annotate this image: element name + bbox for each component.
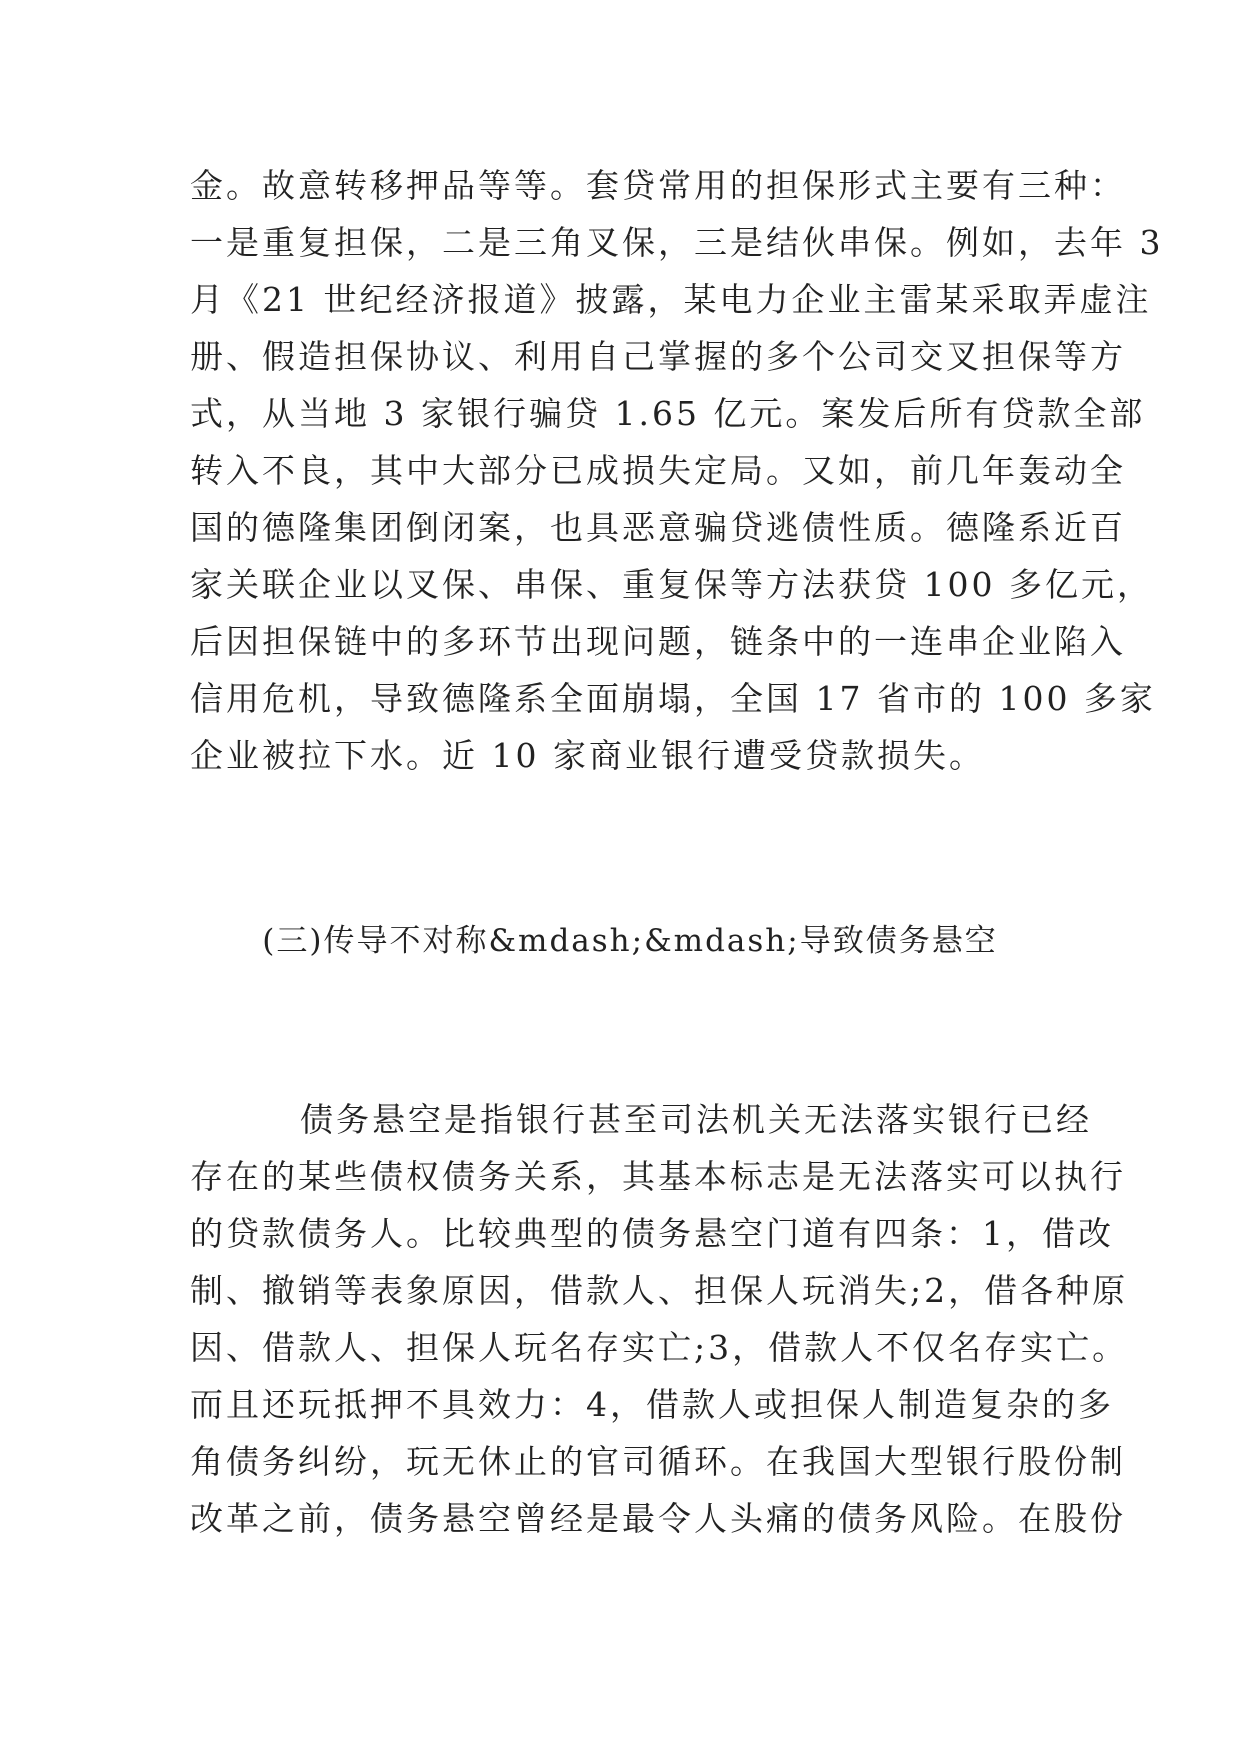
paragraph-debt-suspension <box>190 1091 1129 1547</box>
text-line: 企业被拉下水。近 10 家商业银行遭受贷款损失。 <box>190 736 985 775</box>
text-line: 金。故意转移押品等等。套贷常用的担保形式主要有三种： <box>190 166 1126 205</box>
text-line: 国的德隆集团倒闭案，也具恶意骗贷逃债性质。德隆系近百 <box>190 508 1126 547</box>
paragraph-loan-fraud <box>190 157 1164 784</box>
text-line: 改革之前，债务悬空曾经是最令人头痛的债务风险。在股份 <box>190 1499 1126 1538</box>
section-heading: (三)传导不对称&mdash;&mdash;导致债务悬空 <box>262 923 998 959</box>
text-line: 存在的某些债权债务关系，其基本标志是无法落实可以执行 <box>190 1157 1126 1196</box>
text-line: 而且还玩抵押不具效力：4，借款人或担保人制造复杂的多 <box>190 1385 1114 1424</box>
text-line: 角债务纠纷，玩无休止的官司循环。在我国大型银行股份制 <box>190 1442 1126 1481</box>
text-line: 家关联企业以叉保、串保、重复保等方法获贷 100 多亿元， <box>190 565 1153 604</box>
text-line: 制、撤销等表象原因，借款人、担保人玩消失;2，借各种原 <box>190 1271 1129 1310</box>
text-line: 册、假造担保协议、利用自己掌握的多个公司交叉担保等方 <box>190 337 1126 376</box>
text-line: 后因担保链中的多环节出现问题，链条中的一连串企业陷入 <box>190 622 1126 661</box>
text-line: 一是重复担保，二是三角叉保，三是结伙串保。例如，去年 3 <box>190 223 1164 262</box>
text-line: 的贷款债务人。比较典型的债务悬空门道有四条：1，借改 <box>190 1214 1114 1253</box>
text-line: 因、借款人、担保人玩名存实亡;3，借款人不仅名存实亡。 <box>190 1328 1129 1367</box>
text-line: 信用危机，导致德隆系全面崩塌，全国 17 省市的 100 多家 <box>190 679 1156 718</box>
text-line: 月《21 世纪经济报道》披露，某电力企业主雷某采取弄虚注 <box>190 280 1152 319</box>
text-line: 式，从当地 3 家银行骗贷 1.65 亿元。案发后所有贷款全部 <box>190 394 1146 433</box>
text-line: 转入不良，其中大部分已成损失定局。又如，前几年轰动全 <box>190 451 1126 490</box>
text-line: 债务悬空是指银行甚至司法机关无法落实银行已经 <box>300 1100 1092 1139</box>
